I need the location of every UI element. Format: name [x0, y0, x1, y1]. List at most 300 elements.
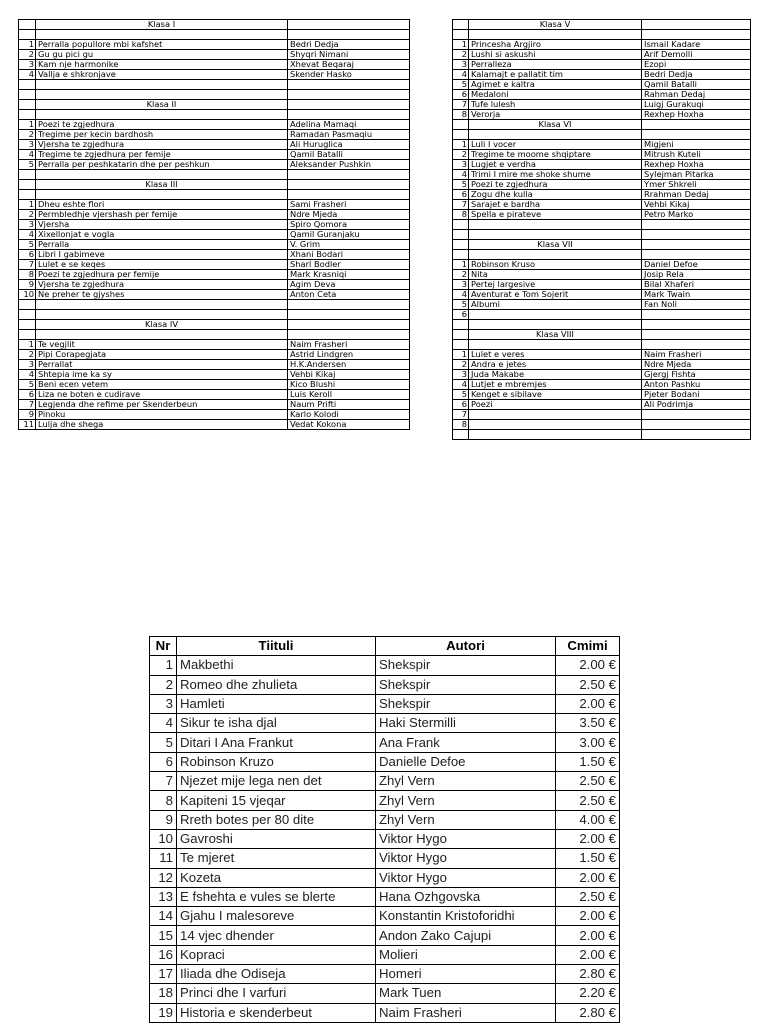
- book-author: Mark Twain: [642, 290, 751, 300]
- price-row-author: Zhyl Vern: [376, 810, 556, 829]
- blank-cell: [453, 240, 469, 250]
- book-row: [19, 260, 410, 270]
- price-row-title: Makbethi: [177, 656, 376, 675]
- book-title: Perrallat: [36, 360, 288, 370]
- price-row-price: 2.00 €: [556, 907, 620, 926]
- book-row: [19, 150, 410, 160]
- blank-cell: [19, 180, 36, 190]
- book-title: Poezi te zgjedhura: [469, 180, 642, 190]
- price-row-title: Iliada dhe Odiseja: [177, 965, 376, 984]
- book-number: 3: [453, 370, 469, 380]
- blank-row: [453, 130, 751, 140]
- blank-cell: [288, 100, 410, 110]
- price-row: [150, 965, 620, 984]
- price-row-price: 2.00 €: [556, 926, 620, 945]
- book-row: [453, 360, 751, 370]
- price-row: [150, 984, 620, 1003]
- price-row-price: 2.50 €: [556, 791, 620, 810]
- class-title: Klasa VI: [469, 120, 642, 130]
- book-number: 4: [19, 150, 36, 160]
- blank-cell: [469, 230, 642, 240]
- blank-cell: [453, 120, 469, 130]
- book-row: [19, 230, 410, 240]
- book-author: Karlo Kolodi: [288, 410, 410, 420]
- book-list-table-left: [18, 19, 410, 430]
- book-row: [19, 370, 410, 380]
- price-row-number: 3: [150, 694, 177, 713]
- book-number: 2: [453, 150, 469, 160]
- blank-row: [19, 170, 410, 180]
- book-row: [19, 360, 410, 370]
- book-title: Poezi: [469, 400, 642, 410]
- blank-cell: [642, 220, 751, 230]
- price-row-title: Robinson Kruzo: [177, 752, 376, 771]
- book-author: Rrahman Dedaj: [642, 190, 751, 200]
- book-number: 10: [19, 290, 36, 300]
- price-row-number: 16: [150, 945, 177, 964]
- book-author: Agim Deva: [288, 280, 410, 290]
- book-row: [19, 140, 410, 150]
- blank-cell: [36, 330, 288, 340]
- book-row: [453, 300, 751, 310]
- book-title: Ne preher te gjyshes: [36, 290, 288, 300]
- blank-cell: [36, 170, 288, 180]
- book-row: [19, 420, 410, 430]
- price-table-header: [150, 637, 620, 656]
- book-number: 2: [453, 50, 469, 60]
- price-row-title: Rreth botes per 80 dite: [177, 810, 376, 829]
- book-title: Tregime per kecin bardhosh: [36, 130, 288, 140]
- book-author: Rexhep Hoxha: [642, 110, 751, 120]
- price-row-author: Homeri: [376, 965, 556, 984]
- book-number: 7: [453, 100, 469, 110]
- book-row: [453, 50, 751, 60]
- price-row-number: 5: [150, 733, 177, 752]
- book-row: [453, 40, 751, 50]
- book-number: 9: [19, 410, 36, 420]
- book-number: 4: [453, 70, 469, 80]
- blank-cell: [288, 110, 410, 120]
- price-row-price: 2.50 €: [556, 887, 620, 906]
- book-author: Shyqri Nimani: [288, 50, 410, 60]
- price-row-price: 2.50 €: [556, 772, 620, 791]
- book-number: 5: [453, 80, 469, 90]
- book-title: Sarajet e bardha: [469, 200, 642, 210]
- book-row: [453, 260, 751, 270]
- blank-cell: [36, 110, 288, 120]
- book-author: Anton Ceta: [288, 290, 410, 300]
- price-row-number: 10: [150, 829, 177, 848]
- book-author: Migjeni: [642, 140, 751, 150]
- book-row: [453, 370, 751, 380]
- blank-cell: [36, 80, 288, 90]
- book-row: [453, 90, 751, 100]
- price-row-author: Zhyl Vern: [376, 791, 556, 810]
- book-number: 4: [19, 370, 36, 380]
- price-row: [150, 694, 620, 713]
- price-row-title: 14 vjec dhender: [177, 926, 376, 945]
- price-row-author: Shekspir: [376, 656, 556, 675]
- price-row-author: Shekspir: [376, 675, 556, 694]
- blank-cell: [19, 320, 36, 330]
- blank-cell: [642, 230, 751, 240]
- book-author: Vedat Kokona: [288, 420, 410, 430]
- book-number: 2: [19, 210, 36, 220]
- class-title: Klasa V: [469, 20, 642, 30]
- book-author: Josip Rela: [642, 270, 751, 280]
- book-title: Tufe lulesh: [469, 100, 642, 110]
- book-title: Lulet e veres: [469, 350, 642, 360]
- book-title: Lutjet e mbremjes: [469, 380, 642, 390]
- book-title: Pertej largesive: [469, 280, 642, 290]
- blank-cell: [642, 20, 751, 30]
- book-title: Perralla per peshkatarin dhe per peshkun: [36, 160, 288, 170]
- book-title: Princesha Argjiro: [469, 40, 642, 50]
- price-row-author: Zhyl Vern: [376, 772, 556, 791]
- book-row: [453, 210, 751, 220]
- price-row-price: 1.50 €: [556, 752, 620, 771]
- book-number: 7: [19, 400, 36, 410]
- book-author: [642, 420, 751, 430]
- price-row: [150, 791, 620, 810]
- book-row: [19, 250, 410, 260]
- price-row-title: Sikur te isha djal: [177, 714, 376, 733]
- book-number: 1: [19, 200, 36, 210]
- price-row-author: Molieri: [376, 945, 556, 964]
- blank-cell: [19, 300, 36, 310]
- blank-row: [19, 80, 410, 90]
- blank-cell: [469, 220, 642, 230]
- book-row: [453, 350, 751, 360]
- book-author: Rexhep Hoxha: [642, 160, 751, 170]
- book-row: [19, 350, 410, 360]
- price-row-price: 3.00 €: [556, 733, 620, 752]
- book-author: Sami Frasheri: [288, 200, 410, 210]
- book-title: [469, 410, 642, 420]
- book-title: Legjenda dhe refime per Skenderbeun: [36, 400, 288, 410]
- book-author: Spiro Qomora: [288, 220, 410, 230]
- book-row: [19, 380, 410, 390]
- book-author: Qamil Batalli: [288, 150, 410, 160]
- book-row: [19, 160, 410, 170]
- blank-cell: [642, 130, 751, 140]
- book-author: Vehbi Kikaj: [642, 200, 751, 210]
- book-author: Skender Hasko: [288, 70, 410, 80]
- book-number: 7: [19, 260, 36, 270]
- blank-cell: [469, 340, 642, 350]
- price-row: [150, 1003, 620, 1022]
- book-author: Naum Prifti: [288, 400, 410, 410]
- book-row: [453, 100, 751, 110]
- blank-cell: [642, 430, 751, 440]
- book-number: 1: [453, 140, 469, 150]
- book-author: Gjergj Fishta: [642, 370, 751, 380]
- book-author: Ali Huruglica: [288, 140, 410, 150]
- header-nr: Nr: [150, 637, 177, 656]
- book-number: 1: [453, 40, 469, 50]
- book-title: Medaloni: [469, 90, 642, 100]
- book-author: Luigj Gurakuqi: [642, 100, 751, 110]
- price-row-number: 13: [150, 887, 177, 906]
- blank-cell: [288, 310, 410, 320]
- book-number: 3: [453, 160, 469, 170]
- book-title: Verorja: [469, 110, 642, 120]
- book-number: 3: [19, 140, 36, 150]
- book-author: Sylejman Pitarka: [642, 170, 751, 180]
- blank-cell: [36, 90, 288, 100]
- price-row-title: Hamleti: [177, 694, 376, 713]
- price-row: [150, 810, 620, 829]
- book-list-table-right: [452, 19, 751, 440]
- book-title: Spella e pirateve: [469, 210, 642, 220]
- header-title: Tiituli: [177, 637, 376, 656]
- book-number: 1: [19, 120, 36, 130]
- book-number: 4: [19, 70, 36, 80]
- price-row-number: 8: [150, 791, 177, 810]
- book-author: Xhevat Beqaraj: [288, 60, 410, 70]
- book-number: 5: [453, 390, 469, 400]
- book-author: Rahman Dedaj: [642, 90, 751, 100]
- book-number: 3: [453, 280, 469, 290]
- class-title-row: [19, 180, 410, 190]
- book-author: [642, 410, 751, 420]
- book-title: Agimet e kaltra: [469, 80, 642, 90]
- book-number: 2: [453, 270, 469, 280]
- price-row-price: 2.00 €: [556, 694, 620, 713]
- price-row: [150, 772, 620, 791]
- blank-cell: [288, 80, 410, 90]
- book-title: Beni ecen vetem: [36, 380, 288, 390]
- book-author: Luis Keroll: [288, 390, 410, 400]
- price-row-price: 2.20 €: [556, 984, 620, 1003]
- price-row-price: 2.80 €: [556, 965, 620, 984]
- blank-cell: [288, 30, 410, 40]
- blank-cell: [453, 130, 469, 140]
- book-row: [453, 170, 751, 180]
- book-title: Robinson Kruso: [469, 260, 642, 270]
- blank-row: [453, 250, 751, 260]
- book-author: Ali Podrimja: [642, 400, 751, 410]
- book-author: Bedri Dedja: [288, 40, 410, 50]
- book-title: Nita: [469, 270, 642, 280]
- book-row: [453, 380, 751, 390]
- book-row: [19, 240, 410, 250]
- class-title: Klasa III: [36, 180, 288, 190]
- book-title: Andra e jetes: [469, 360, 642, 370]
- book-author: Ramadan Pasmaqiu: [288, 130, 410, 140]
- blank-cell: [19, 90, 36, 100]
- book-number: 1: [19, 340, 36, 350]
- blank-row: [453, 220, 751, 230]
- blank-row: [19, 30, 410, 40]
- price-row-number: 11: [150, 849, 177, 868]
- blank-row: [19, 90, 410, 100]
- book-title: Tregime te moome shqiptare: [469, 150, 642, 160]
- class-title-row: [453, 120, 751, 130]
- price-row-title: Romeo dhe zhulieta: [177, 675, 376, 694]
- book-row: [453, 410, 751, 420]
- book-title: Trimi I mire me shoke shume: [469, 170, 642, 180]
- book-title: Te vegjlit: [36, 340, 288, 350]
- price-row-title: Kozeta: [177, 868, 376, 887]
- price-row-price: 2.00 €: [556, 868, 620, 887]
- price-row-title: Kopraci: [177, 945, 376, 964]
- book-number: 3: [19, 220, 36, 230]
- blank-row: [453, 430, 751, 440]
- book-author: V. Grim: [288, 240, 410, 250]
- book-author: Pjeter Bodani: [642, 390, 751, 400]
- book-title: Kenget e sibilave: [469, 390, 642, 400]
- blank-cell: [288, 330, 410, 340]
- price-row-number: 1: [150, 656, 177, 675]
- price-row-author: Viktor Hygo: [376, 829, 556, 848]
- book-title: Lulja dhe shega: [36, 420, 288, 430]
- class-title: Klasa IV: [36, 320, 288, 330]
- price-row-number: 17: [150, 965, 177, 984]
- class-title: Klasa VIII: [469, 330, 642, 340]
- book-author: Mark Krasniqi: [288, 270, 410, 280]
- price-row: [150, 675, 620, 694]
- price-row-price: 4.00 €: [556, 810, 620, 829]
- price-row: [150, 868, 620, 887]
- book-title: Lushi si askushi: [469, 50, 642, 60]
- book-author: Daniel Defoe: [642, 260, 751, 270]
- book-number: 11: [19, 420, 36, 430]
- price-row: [150, 714, 620, 733]
- blank-cell: [19, 190, 36, 200]
- price-row-number: 19: [150, 1003, 177, 1022]
- book-number: 6: [453, 90, 469, 100]
- book-author: Vehbi Kikaj: [288, 370, 410, 380]
- price-row: [150, 926, 620, 945]
- book-title: Perralleza: [469, 60, 642, 70]
- book-row: [453, 110, 751, 120]
- book-number: 6: [19, 250, 36, 260]
- blank-cell: [453, 20, 469, 30]
- book-title: Liza ne boten e cudirave: [36, 390, 288, 400]
- price-row-number: 12: [150, 868, 177, 887]
- blank-cell: [36, 310, 288, 320]
- book-row: [19, 270, 410, 280]
- book-number: 3: [19, 360, 36, 370]
- price-row-author: Andon Zako Cajupi: [376, 926, 556, 945]
- price-row: [150, 656, 620, 675]
- book-row: [19, 280, 410, 290]
- book-number: 2: [19, 350, 36, 360]
- book-title: Permbledhje vjershash per femije: [36, 210, 288, 220]
- book-title: Juda Makabe: [469, 370, 642, 380]
- book-number: 4: [19, 230, 36, 240]
- book-number: 4: [453, 170, 469, 180]
- book-title: Poezi te zgjedhura: [36, 120, 288, 130]
- book-author: Arif Demolli: [642, 50, 751, 60]
- price-row-author: Haki Stermilli: [376, 714, 556, 733]
- price-row-title: Historia e skenderbeut: [177, 1003, 376, 1022]
- price-row-title: Kapiteni 15 vjeqar: [177, 791, 376, 810]
- price-row-price: 2.80 €: [556, 1003, 620, 1022]
- book-number: 2: [453, 360, 469, 370]
- book-number: 2: [19, 50, 36, 60]
- book-number: 8: [453, 110, 469, 120]
- blank-cell: [453, 220, 469, 230]
- book-author: Naim Frasheri: [642, 350, 751, 360]
- blank-cell: [19, 100, 36, 110]
- book-author: Mitrush Kuteli: [642, 150, 751, 160]
- price-row-number: 9: [150, 810, 177, 829]
- book-title: Lulet e se keqes: [36, 260, 288, 270]
- book-number: 8: [453, 210, 469, 220]
- book-row: [453, 290, 751, 300]
- book-row: [19, 120, 410, 130]
- price-row-number: 18: [150, 984, 177, 1003]
- book-row: [453, 60, 751, 70]
- blank-cell: [642, 240, 751, 250]
- book-number: 6: [453, 190, 469, 200]
- blank-row: [453, 230, 751, 240]
- blank-cell: [469, 130, 642, 140]
- book-title: Pipi Corapegjata: [36, 350, 288, 360]
- book-row: [19, 400, 410, 410]
- price-row-number: 7: [150, 772, 177, 791]
- blank-row: [453, 340, 751, 350]
- book-number: 3: [19, 60, 36, 70]
- price-table: [149, 636, 620, 1023]
- blank-row: [19, 330, 410, 340]
- book-author: H.K.Andersen: [288, 360, 410, 370]
- book-author: Ezopi: [642, 60, 751, 70]
- book-number: 5: [453, 180, 469, 190]
- book-title: Aventurat e Tom Sojerit: [469, 290, 642, 300]
- book-number: 5: [453, 300, 469, 310]
- blank-cell: [288, 180, 410, 190]
- book-row: [19, 410, 410, 420]
- book-author: [642, 310, 751, 320]
- book-number: 6: [19, 390, 36, 400]
- blank-cell: [36, 300, 288, 310]
- blank-cell: [36, 30, 288, 40]
- class-title: Klasa II: [36, 100, 288, 110]
- book-number: 4: [453, 380, 469, 390]
- price-row-title: Princi dhe I varfuri: [177, 984, 376, 1003]
- blank-cell: [288, 90, 410, 100]
- class-title-row: [453, 20, 751, 30]
- book-title: [469, 420, 642, 430]
- price-row-number: 2: [150, 675, 177, 694]
- price-row: [150, 733, 620, 752]
- book-number: 5: [19, 240, 36, 250]
- book-title: Libri I gabimeve: [36, 250, 288, 260]
- book-number: 4: [453, 290, 469, 300]
- book-author: Ismail Kadare: [642, 40, 751, 50]
- book-author: Sharl Bodler: [288, 260, 410, 270]
- blank-cell: [36, 190, 288, 200]
- book-author: Anton Pashku: [642, 380, 751, 390]
- price-row-price: 1.50 €: [556, 849, 620, 868]
- blank-cell: [642, 30, 751, 40]
- book-row: [453, 310, 751, 320]
- price-row: [150, 752, 620, 771]
- book-title: Shtepia ime ka sy: [36, 370, 288, 380]
- book-row: [19, 340, 410, 350]
- book-author: Kico Blushi: [288, 380, 410, 390]
- price-row-author: Naim Frasheri: [376, 1003, 556, 1022]
- book-title: Vjersha: [36, 220, 288, 230]
- blank-cell: [453, 230, 469, 240]
- price-row-title: E fshehta e vules se blerte: [177, 887, 376, 906]
- book-row: [19, 390, 410, 400]
- book-number: 7: [453, 410, 469, 420]
- price-row-author: Viktor Hygo: [376, 868, 556, 887]
